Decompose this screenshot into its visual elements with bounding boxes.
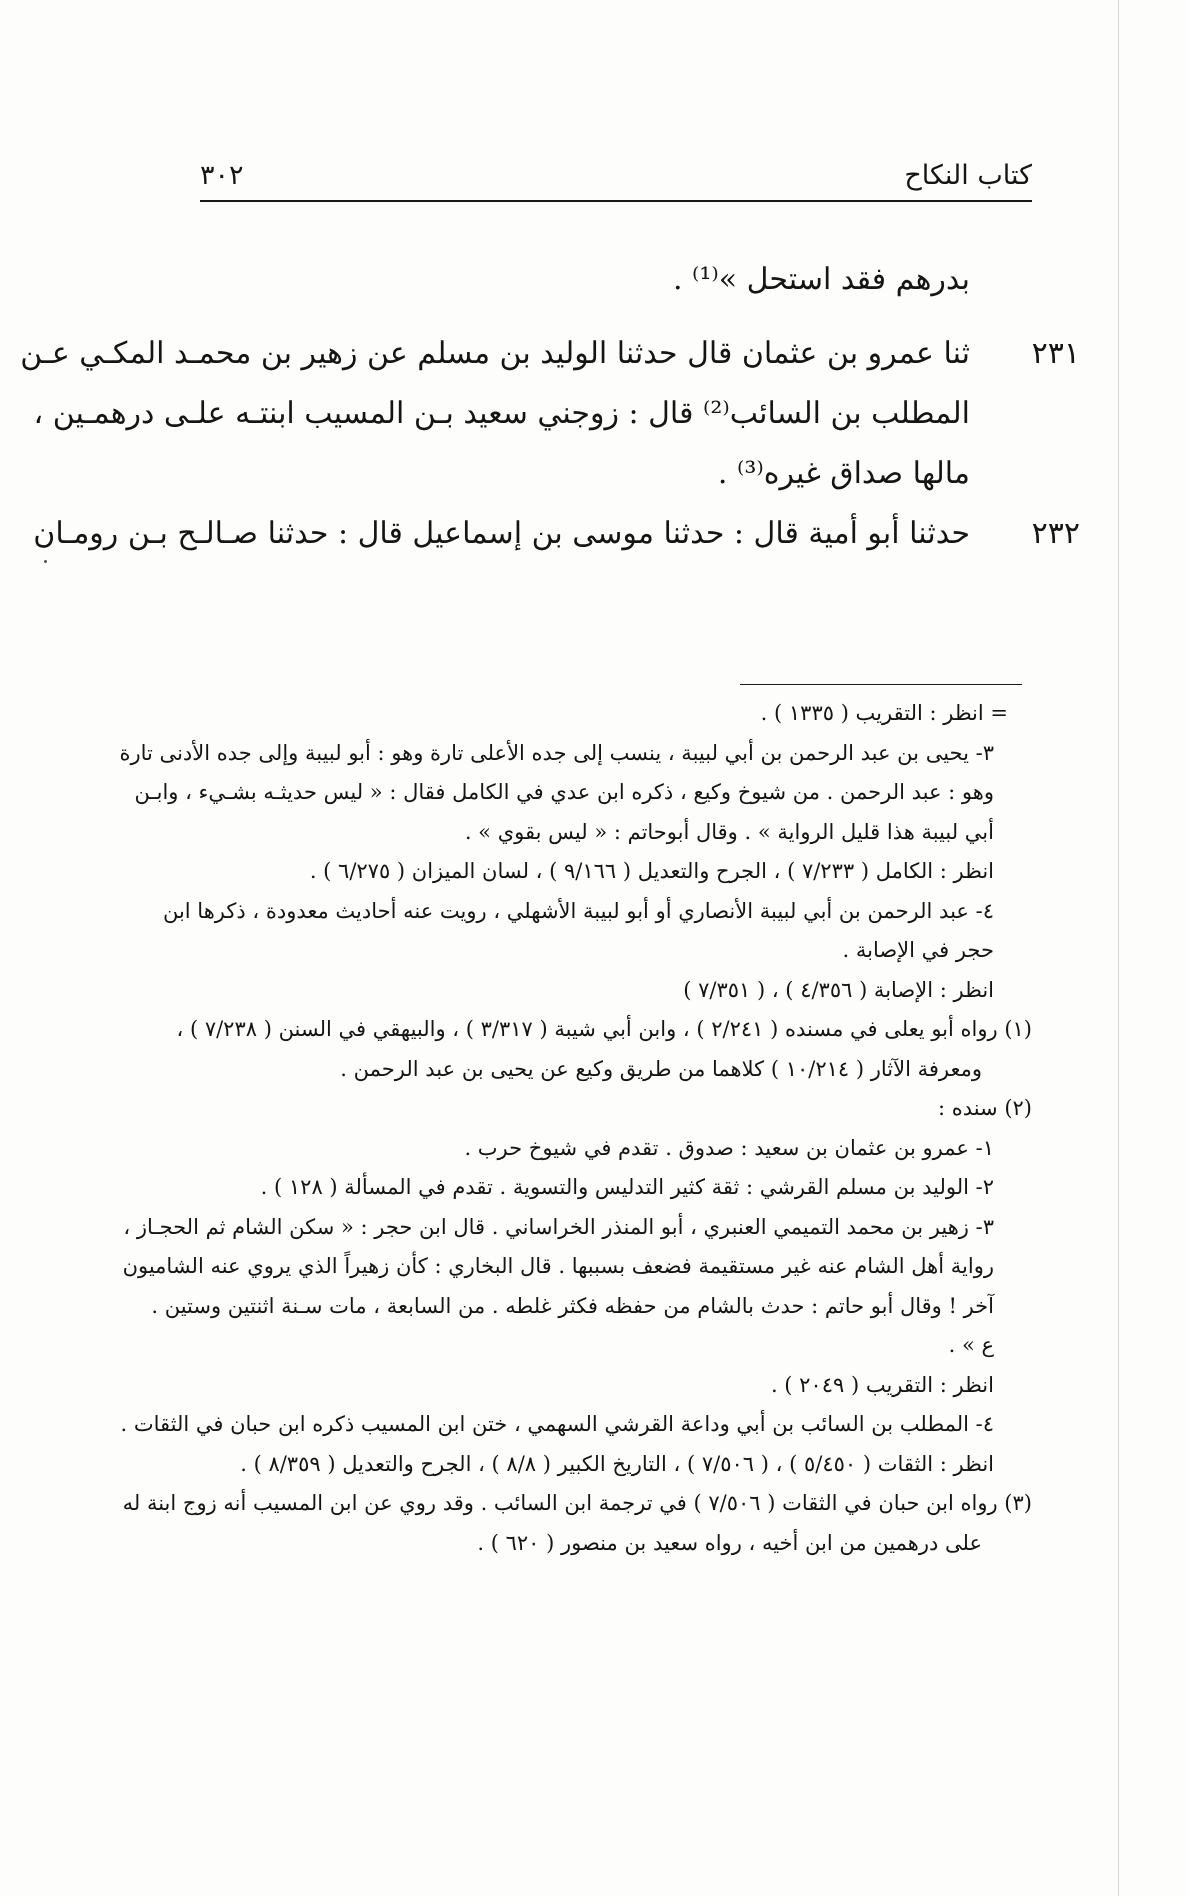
footnote-line: ٢- الوليد بن مسلم القرشي : ثقة كثير التدليس والتسوية . تقدم في المسألة ( ١٢٨ ) . <box>260 1175 994 1199</box>
hadith-text: حدثنا أبو أمية قال : حدثنا موسى بن إسماعيل قال : حدثنا صـالـح بـن رومـان <box>33 516 970 551</box>
continued-line: بدرهم فقد استحل »⁽¹⁾ . <box>672 262 970 297</box>
footnote-line: (٣) رواه ابن حبان في الثقات ( ٧/٥٠٦ ) في ترجمة ابن السائب . وقد روي عن ابن المسيب أنه زوج ابنة له <box>122 1491 1032 1515</box>
footnote-line: انظر : الإصابة ( ٤/٣٥٦ ) ، ( ٧/٣٥١ ) <box>683 977 994 1002</box>
footnote-line: انظر : الثقات ( ٥/٤٥٠ ) ، ( ٧/٥٠٦ ) ، التاريخ الكبير ( ٨/٨ ) ، الجرح والتعديل ( ٨/٣٥٩ ) . <box>240 1451 994 1476</box>
page-number: ٣٠٢ <box>200 160 244 191</box>
footnote-line: رواية أهل الشام عنه غير مستقيمة فضعف بسببها . قال البخاري : كأن زهيراً الذي يروي عنه الشاميون <box>122 1254 994 1278</box>
footnote-line: على درهمين من ابن أخيه ، رواه سعيد بن منصور ( ٦٢٠ ) . <box>477 1530 982 1555</box>
hadith-number: ٢٣١ <box>1031 336 1080 371</box>
hadith-231-line-1 <box>20 336 1080 372</box>
footnote-line: وهو : عبد الرحمن . من شيوخ وكيع ، ذكره ابن عدي في الكامل فقال : « ليس حديثـه بشـيء ، وابـن <box>134 780 994 804</box>
hadith-text: ثنا عمرو بن عثمان قال حدثنا الوليد بن مسلم عن زهير بن محمـد المكـي عـن <box>20 336 970 371</box>
footnote-line: ٣- يحيى بن عبد الرحمن بن أبي لبيبة ، ينسب إلى جده الأعلى تارة وهو : أبو لبيبة وإلى جده الأدنى تارة <box>119 740 994 765</box>
hadith-232-line-1 <box>33 516 1080 552</box>
hadith-number: ٢٣٢ <box>1031 516 1080 551</box>
footnotes <box>119 700 1032 1569</box>
hadith-231-line-2: المطلب بن السائب⁽²⁾ قال : زوجني سعيد بـن المسيب ابنتـه علـى درهمـين ، <box>33 396 970 431</box>
footnote-line: ٣- زهير بن محمد التميمي العنبري ، أبو المنذر الخراساني . قال ابن حجر : « سكن الشام ثم الحجـاز ، <box>123 1214 994 1239</box>
footnote-line: (٢) سنده : <box>937 1096 1032 1120</box>
footnote-line: انظر : التقريب ( ٢٠٤٩ ) . <box>770 1372 994 1397</box>
chapter-title: كتاب النكاح <box>904 160 1032 191</box>
footnote-line: ١- عمرو بن عثمان بن سعيد : صدوق . تقدم في شيوخ حرب . <box>464 1135 994 1160</box>
footnote-line: (١) رواه أبو يعلى في مسنده ( ٢/٢٤١ ) ، وابن أبي شيبة ( ٣/٣١٧ ) ، والبيهقي في السنن ( ٧/٢٣٨ ) ، <box>176 1017 1032 1041</box>
scan-edge-line <box>1118 0 1119 1896</box>
footnote-line: ٤- المطلب بن السائب بن أبي وداعة القرشي السهمي ، ختن ابن المسيب ذكره ابن حبان في الثقات . <box>120 1412 994 1436</box>
footnote-line: = انظر : التقريب ( ١٣٣٥ ) . <box>760 701 1008 725</box>
main-text <box>20 262 1080 552</box>
footnote-line: ٤- عبد الرحمن بن أبي لبيبة الأنصاري أو أبو لبيبة الأشهلي ، رويت عنه أحاديث معدودة ، ذكرها ابن <box>162 898 994 923</box>
hadith-231-line-3: مالها صداق غيره⁽³⁾ . <box>717 456 970 491</box>
footnote-line: آخر ! وقال أبو حاتم : حدث بالشام من حفظه فكثر غلطه . من السابعة ، مات سـنة اثنتين وستين . <box>151 1293 994 1318</box>
footnote-line: انظر : الكامل ( ٧/٢٣٣ ) ، الجرح والتعديل ( ٩/١٦٦ ) ، لسان الميزان ( ٦/٢٧٥ ) . <box>309 859 994 883</box>
footnote-line: حجر في الإصابة . <box>842 938 994 962</box>
running-header <box>200 160 1032 202</box>
footnote-line: أبي لبيبة هذا قليل الرواية » . وقال أبوحاتم : « ليس بقوي » . <box>464 819 994 844</box>
footnote-line: ع » . <box>948 1333 994 1357</box>
scan-speck <box>44 560 47 563</box>
footnote-line: ومعرفة الآثار ( ١٠/٢١٤ ) كلاهما من طريق وكيع عن يحيى بن عبد الرحمن . <box>340 1056 982 1081</box>
footnote-separator <box>740 684 1022 685</box>
